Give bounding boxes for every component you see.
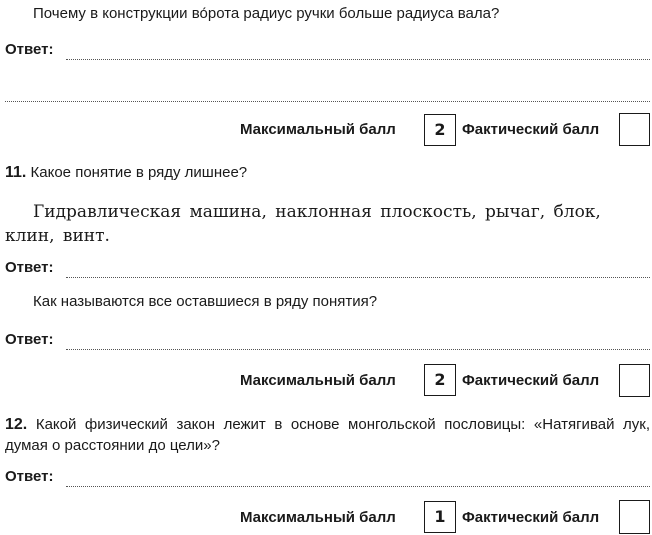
answer-label-11a: Ответ: [5, 259, 54, 276]
answer-line-12[interactable] [66, 486, 650, 487]
answer-line-10-extra[interactable] [5, 101, 650, 102]
question-11-sub-text: Как называются все оставшиеся в ряду понятия? [33, 293, 378, 310]
actual-score-input-10[interactable] [619, 113, 650, 146]
max-score-label-11: Максимальный балл [240, 372, 396, 389]
actual-score-input-12[interactable] [619, 500, 650, 534]
actual-score-input-11[interactable] [619, 364, 650, 397]
question-12-number: 12. [5, 416, 28, 433]
question-11-text: Какое понятие в ряду лишнее? [30, 164, 248, 181]
max-score-label-12: Максимальный балл [240, 509, 396, 526]
question-12-text: Какой физический закон лежит в основе монгольской пословицы: «Натягивай лук, думая о расстоянии до цели»? [5, 416, 651, 454]
answer-line-11b[interactable] [66, 349, 650, 350]
max-score-box-12: 1 [424, 501, 456, 533]
question-11-terms: Гидравлическая машина, наклонная плоскость, рычаг, блок, клин, винт. [5, 202, 601, 246]
question-10-text: Почему в конструкции во́рота радиус ручки больше радиуса вала? [33, 5, 500, 22]
answer-label-12: Ответ: [5, 468, 54, 485]
question-11 [5, 162, 645, 183]
actual-score-label-12: Фактический балл [462, 509, 600, 526]
answer-label-11b: Ответ: [5, 331, 54, 348]
answer-line-11a[interactable] [66, 277, 650, 278]
max-score-box-10: 2 [424, 114, 456, 146]
question-11-number: 11. [5, 164, 27, 181]
question-12 [5, 414, 650, 456]
answer-label-10: Ответ: [5, 41, 54, 58]
max-score-label-10: Максимальный балл [240, 121, 396, 138]
answer-line-10[interactable] [66, 59, 650, 60]
max-score-box-11: 2 [424, 364, 456, 396]
actual-score-label-11: Фактический балл [462, 372, 600, 389]
actual-score-label-10: Фактический балл [462, 121, 600, 138]
